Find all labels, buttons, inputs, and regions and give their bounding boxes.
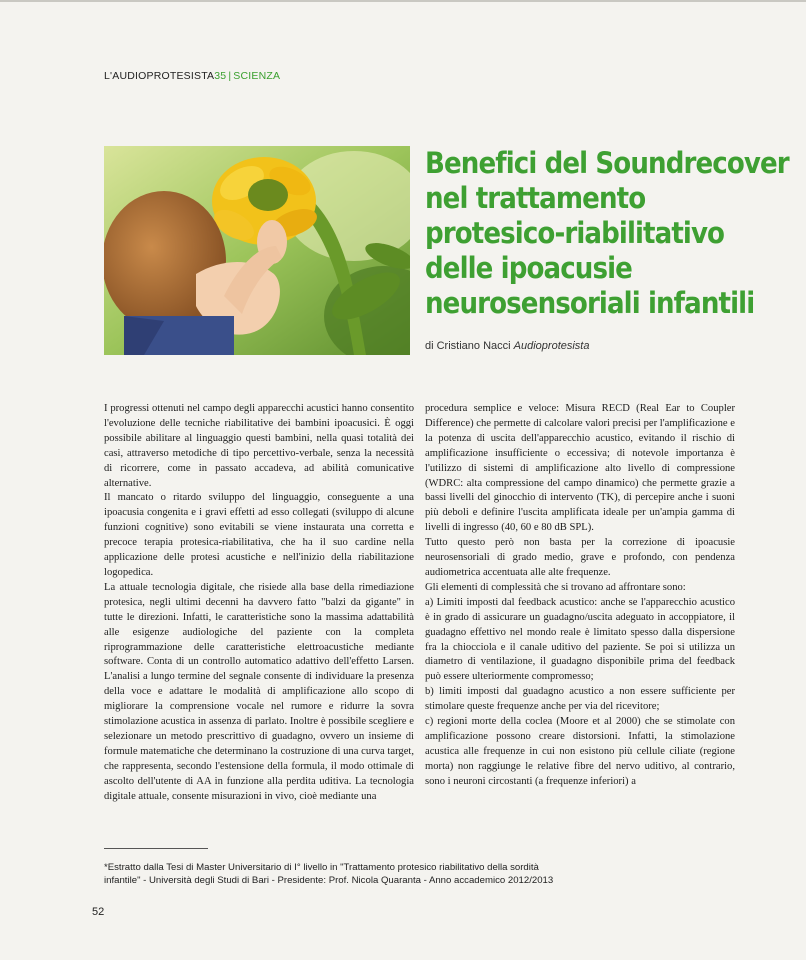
body-paragraph: Tutto questo però non basta per la correzione di ipoacusie neurosensoriali di grado medio, grave e profondo, con pendenza audiometrica accentuata alle alte frequenze. [425,537,735,578]
footnote-line: *Estratto dalla Tesi di Master Universitario di I° livello in "Trattamento protesico riabilitativo della sordità [104,862,539,873]
text-column-right [425,402,735,790]
body-paragraph: Gli elementi di complessità che si trovano ad affrontare sono: [425,581,686,593]
body-paragraph: I progressi ottenuti nel campo degli apparecchi acustici hanno consentito l'evoluzione delle tecniche riabilitative dei bambini ipoacusici. È oggi possibile abilitare al linguaggio questi bambini, nella quasi totalità dei casi, attraverso metodiche di tipo percettivo-verbale, senza la necessità di ricorrere, come in passato accadeva, ad abilità comunicative alternative. [104,403,414,489]
list-item: a) Limiti imposti dal feedback acustico: anche se l'apparecchio acustico è in grado di assicurare un guadagno/uscita adeguato in accoppiatore, il guadagno effettivo nel mondo reale è limitato spesso dalla dispersione fra la chiocciola e il canale uditivo del paziente. Se poi si utilizza un diametro di ventilazione, il guadagno disponibile prima del feedback può essere ulteriormente compromesso; [425,596,735,683]
body-paragraph: La attuale tecnologia digitale, che risiede alla base della rimediazione protesica, negli ultimi decenni ha davvero fatto "balzi da gigante" in tutte le direzioni. Infatti, le caratteristiche sono la massima adattabilità alle esigenze audiologiche del paziente con la completa riprogrammazione delle caratteristiche elettroacustiche mediante software. Conta di un controllo automatico adattivo dell'effetto Larsen. L'analisi a lungo termine del segnale consente di individuare la presenza della voce e adattare le modalità di amplificazione allo scopo di migliorare la comprensione vocale nel rumore e ridurre la sovra stimolazione acustica in assenza di parlato. Inoltre è possibile scegliere e selezionare un metodo prescrittivo di guadagno, ovvero un insieme di formule matematiche che determinano la costruzione di una curva target, che rappresenta, secondo l'estensione della formula, il modo ottimale di ascolto dell'utente di AA in funzione alla perdita uditiva. La tecnologia digitale attuale, consente misurazioni in vivo, cioè mediante una [104,581,414,802]
author-role: Audioprotesista [513,340,590,352]
body-paragraph: Il mancato o ritardo sviluppo del linguaggio, conseguente a una ipoacusia congenita e i gravi effetti ad esso collegati (sviluppo di alcune funzioni cognitive) sono evitabili se viene instaurata una corretta e precoce terapia protesica-riabilitativa, che ha il suo cardine nella applicazione delle protesi acustiche e nell'inizio della riabilitazione logopedica. [104,492,414,578]
child-sunflower-photo [104,146,410,355]
title-line: nel trattamento [425,181,646,215]
text-column-left [104,402,414,804]
footnote-line: infantile" - Università degli Studi di Bari - Presidente: Prof. Nicola Quaranta - Anno accademico 2012/2013 [104,875,554,886]
title-line: Benefici del Soundrecover [425,146,789,180]
page-number: 52 [92,906,105,918]
article-title [425,146,789,321]
footnote [104,861,664,887]
byline [425,340,589,352]
top-edge-line [0,0,806,2]
magazine-name: L'AUDIOPROTESISTA [104,70,215,82]
running-header [104,70,280,82]
list-item: c) regioni morte della coclea (Moore et al 2000) che se stimolate con amplificazione possono creare distorsioni. Infatti, la stimolazione acustica alle frequenze in cui non esistono più cellule ciliate (regione morta) non raggiunge le relative fibre del nervo uditivo, al contrario, sono i neuroni circostanti (a frequenze inferiori) a [425,716,735,787]
title-line: protesico-riabilitativo [425,216,725,250]
author-name: di Cristiano Nacci [425,340,511,352]
footnote-rule [104,848,208,849]
header-separator: | [228,70,232,82]
section-name: SCIENZA [233,70,281,82]
list-item: b) limiti imposti dal guadagno acustico a non essere sufficiente per stimolare queste frequenze anche per via del ricevitore; [425,686,735,713]
title-line: neurosensoriali infantili [425,286,755,320]
issue-number: 35 [214,70,227,82]
title-line: delle ipoacusie [425,251,632,285]
body-paragraph: procedura semplice e veloce: Misura RECD (Real Ear to Coupler Difference) che permette di calcolare valori precisi per l'amplificazione e la potenza di uscita dell'apparecchio acustico, evitando il rischio di amplificazione insufficiente o eccessiva; di notevole importanza è l'utilizzo di sistemi di amplificazione alto livello di compressione (WDRC: alta compressione del campo dinamico) che permette grazie a bassi livelli del ginocchio di intervento (TK), di percepire anche i suoni più deboli e definire l'uscita amplificata ideale per un'ampia gamma di livelli di ingresso (40, 60 e 80 dB SPL). [425,403,735,534]
